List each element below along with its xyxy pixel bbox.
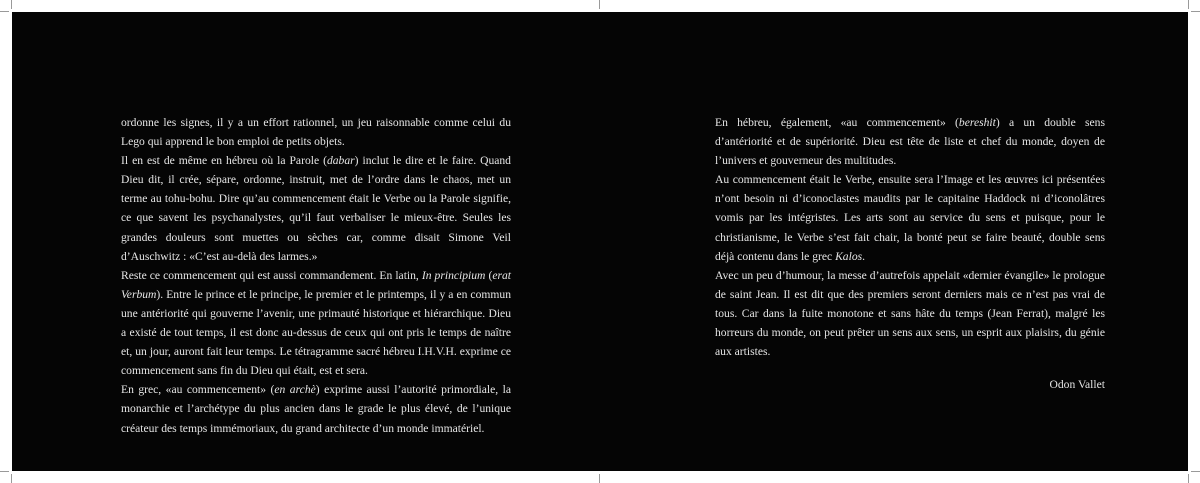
crop-mark xyxy=(0,11,9,12)
paragraph xyxy=(121,266,511,381)
crop-mark xyxy=(1191,471,1200,472)
text-run: ( xyxy=(485,268,493,282)
right-page-text xyxy=(715,113,1105,394)
text-run: Au commencement était le Verbe, ensuite sera l’Image et les œuvres ici présentées n’ont besoin ni d’iconoclastes maudits par le capitaine Haddock ni d’iconolâtres vomis par les intégristes. Les arts sont au service du sens et puisque, pour le christianisme, le Verbe s’est fait chair, la bonté peut se faire beauté, double sens déjà contenu dans le grec xyxy=(715,173,1105,263)
crop-mark xyxy=(11,474,12,483)
italic-term: erat Verbum xyxy=(121,268,511,301)
italic-term: en archè xyxy=(274,383,316,397)
paragraph xyxy=(715,113,1105,170)
text-run: ) exprime aussi l’autorité primordiale, la monarchie et l’archétype du plus ancien dans le grade le plus élevé, de l’unique créateur des temps immémoriaux, du grand architecte d’un monde immatériel. xyxy=(121,383,511,435)
italic-term: In principium xyxy=(421,268,486,282)
text-run: . xyxy=(862,249,866,263)
text-run: ordonne les signes, il y a un effort rationnel, un jeu raisonnable comme celui du Lego qui apprend le bon emploi de petits objets. xyxy=(121,116,511,149)
crop-mark xyxy=(11,0,12,9)
text-run: Reste ce commencement qui est aussi commandement. En latin, xyxy=(121,268,422,282)
text-run: En grec, «au commencement» ( xyxy=(121,383,275,397)
text-run: Il en est de même en hébreu où la Parole ( xyxy=(121,154,327,168)
text-run: ) inclut le dire et le faire. Quand Dieu dit, il crée, sépare, ordonne, instruit, met de l’ordre dans le chaos, met un terme au tohu-bohu. Dire qu’au commencement était le Verbe ou la Parole signifie, ce que savent les psychanalystes, qu’il faut verbaliser le mieux-être. Seules les grandes douleurs sont muettes ou sèches car, comme disait Simone Veil d’Auschwitz : «C’est au-delà des larmes.» xyxy=(121,154,511,263)
crop-mark xyxy=(1191,11,1200,12)
crop-mark xyxy=(1188,0,1189,9)
italic-term: dabar xyxy=(326,154,355,168)
italic-term: bereshit xyxy=(958,116,996,129)
book-spread xyxy=(12,12,1188,471)
text-run: En hébreu, également, «au commencement» ( xyxy=(715,116,959,129)
text-run: ). Entre le prince et le principe, le premier et le printemps, il y a en commun une antériorité qui gouverne l’avenir, une primauté historique et hiérarchique. Dieu a existé de tout temps, il est donc au-dessus de ceux qui ont pris le temps de naître et, un jour, auront fait leur temps. Le tétragramme sacré hébreu I.H.V.H. exprime ce commencement sans fin du Dieu qui était, est et sera. xyxy=(121,287,511,378)
left-page-text xyxy=(121,113,511,438)
crop-mark xyxy=(1188,474,1189,483)
paragraph xyxy=(715,266,1105,361)
crop-mark xyxy=(0,471,9,472)
fold-mark xyxy=(599,0,600,9)
fold-mark xyxy=(599,474,600,483)
paragraph xyxy=(121,113,511,151)
paragraph xyxy=(121,380,511,437)
text-run: Avec un peu d’humour, la messe d’autrefois appelait «dernier évangile» le prologue de saint Jean. Il est dit que des premiers seront derniers mais ce n’est pas vrai de tous. Car dans la fuite monotone et sans hâte du temps (Jean Ferrat), malgré les horreurs du monde, on peut prêter un sens aux sens, un esprit aux plaisirs, du génie aux artistes. xyxy=(715,268,1105,359)
paragraph xyxy=(715,170,1105,265)
author-signature: Odon Vallet xyxy=(1049,378,1105,392)
paragraph xyxy=(121,151,511,266)
text-run: ) a un double sens d’antériorité et de supériorité. Dieu est tête de liste et chef du monde, doyen de l’univers et gouverneur des multitudes. xyxy=(715,116,1105,168)
italic-term: Kalos xyxy=(835,249,863,263)
